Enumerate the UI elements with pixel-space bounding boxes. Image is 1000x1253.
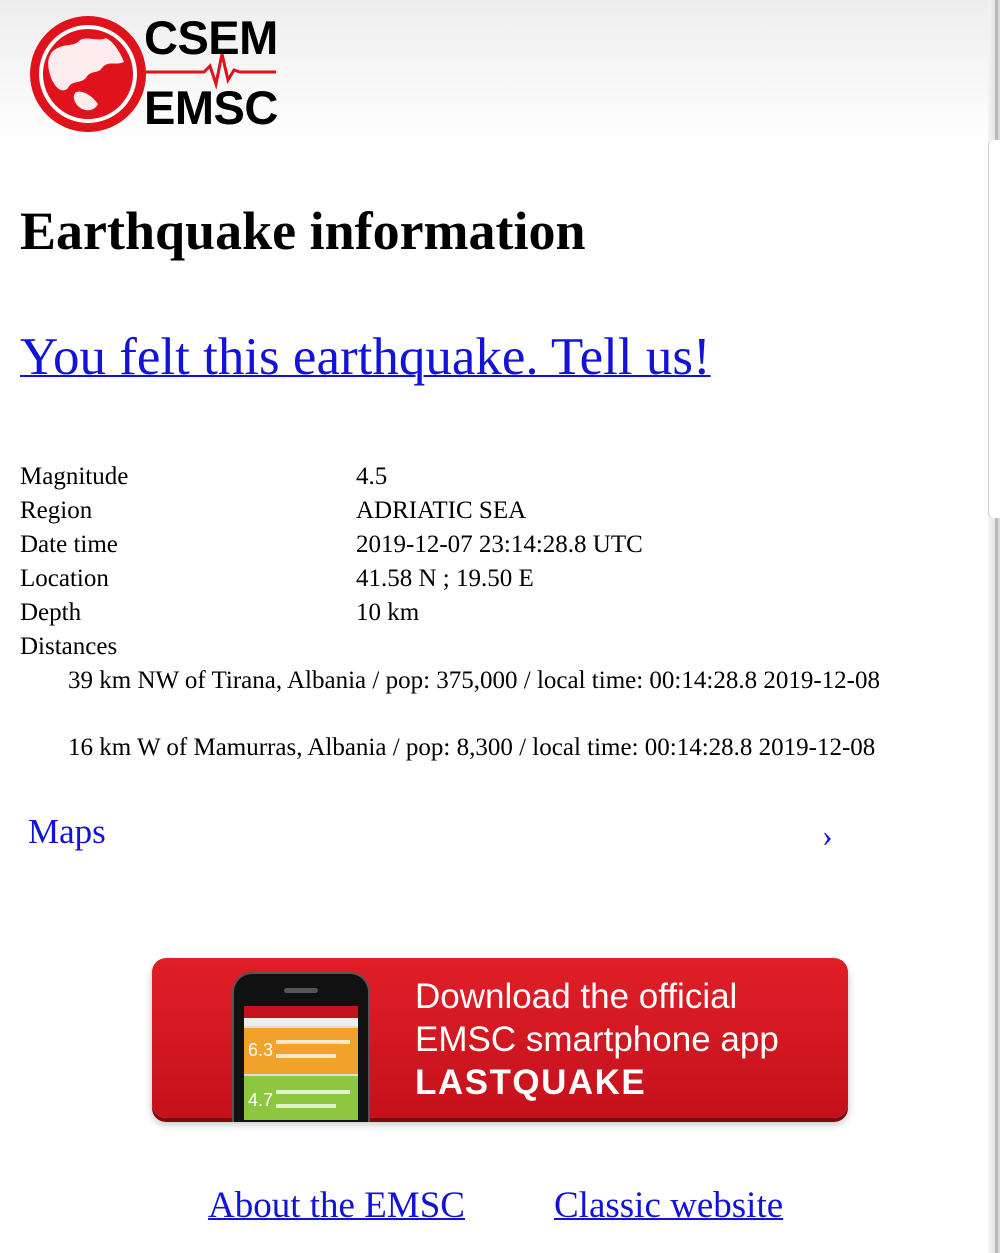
csem-emsc-logo[interactable] — [28, 8, 280, 136]
banner-line-1: Download the official — [415, 977, 738, 1016]
quake-row-green — [244, 1076, 358, 1120]
scrollbar-thumb[interactable] — [988, 140, 1000, 518]
info-label: Date time — [20, 531, 118, 558]
classic-website-link[interactable]: Classic website — [554, 1185, 784, 1226]
info-label: Region — [20, 497, 93, 524]
phone-screen — [244, 1006, 358, 1120]
lastquake-app-banner[interactable] — [152, 958, 848, 1118]
banner-app-name: LASTQUAKE — [415, 1063, 647, 1102]
quake-magnitude: 4.7 — [248, 1090, 274, 1110]
quake-text-line — [276, 1054, 336, 1058]
info-label: Magnitude — [20, 463, 129, 490]
banner-line-2: EMSC smartphone app — [415, 1020, 779, 1059]
quake-text-line — [276, 1104, 336, 1108]
app-subheader-bar — [244, 1018, 358, 1026]
distance-item: 39 km NW of Tirana, Albania / pop: 375,000 / local time: 00:14:28.8 2019-12-08 — [68, 667, 880, 694]
distances-label: Distances — [20, 633, 118, 660]
quake-text-line — [276, 1090, 350, 1094]
phone-illustration-icon — [232, 972, 370, 1122]
quake-magnitude: 6.3 — [248, 1040, 274, 1060]
about-emsc-link[interactable]: About the EMSC — [208, 1185, 465, 1226]
info-value: ADRIATIC SEA — [356, 497, 527, 524]
logo-text-csem: CSEM — [144, 11, 278, 64]
info-value: 2019-12-07 23:14:28.8 UTC — [356, 531, 643, 558]
chevron-right-icon[interactable]: › — [822, 817, 833, 853]
quake-row-orange — [244, 1028, 358, 1074]
info-label: Depth — [20, 599, 82, 626]
info-value: 41.58 N ; 19.50 E — [356, 565, 534, 592]
info-value: 4.5 — [356, 463, 388, 490]
info-label: Location — [20, 565, 109, 592]
info-value: 10 km — [356, 599, 420, 626]
scrollbar[interactable] — [988, 0, 1000, 1253]
quake-text-line — [276, 1040, 350, 1044]
maps-link[interactable]: Maps — [28, 812, 106, 851]
distance-item: 16 km W of Mamurras, Albania / pop: 8,300 / local time: 00:14:28.8 2019-12-08 — [68, 734, 876, 761]
app-header-bar — [244, 1006, 358, 1018]
logo-text-emsc: EMSC — [144, 81, 278, 134]
phone-speaker — [284, 988, 318, 993]
page-title: Earthquake information — [20, 201, 586, 261]
felt-report-link[interactable]: You felt this earthquake. Tell us! — [20, 328, 711, 386]
